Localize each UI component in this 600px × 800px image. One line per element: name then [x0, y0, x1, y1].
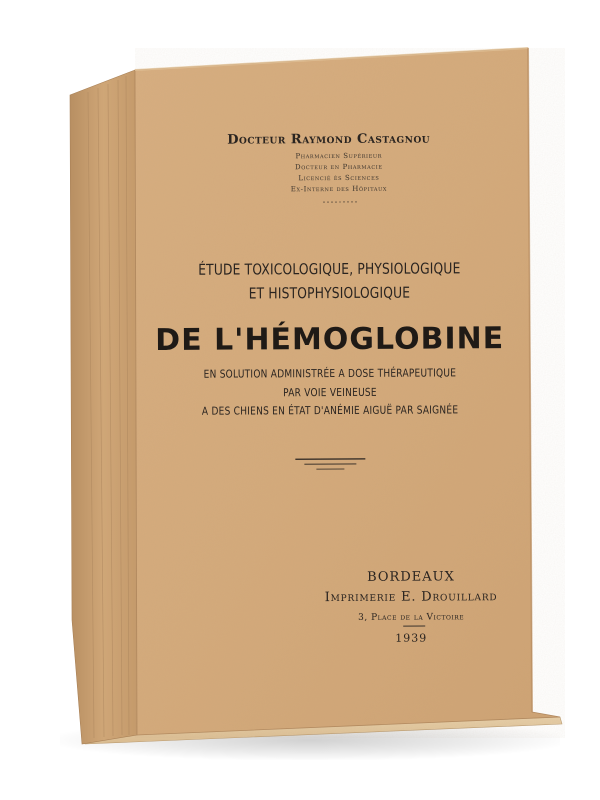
subtitle-line: EN SOLUTION ADMINISTRÉE A DOSE THÉRAPEUTIQUE [203, 366, 457, 381]
cover-text [138, 69, 541, 721]
author-name: Docteur Raymond Castagnou [227, 131, 431, 148]
small-ornament-icon [321, 200, 361, 204]
rule-ornament-icon [290, 455, 370, 473]
printer-name: Imprimerie E. Drouillard [324, 589, 498, 606]
publication-year: 1939 [395, 631, 428, 645]
main-title: DE L'HÉMOGLOBINE [155, 321, 505, 358]
credential-line: Docteur en Pharmacie [294, 162, 383, 172]
credential-line: Pharmacien Supérieur [295, 151, 383, 161]
title-line-2: ET HISTOPHYSIOLOGIQUE [248, 283, 411, 303]
separator-dash [403, 626, 425, 627]
title-line-1: ÉTUDE TOXICOLOGIQUE, PHYSIOLOGIQUE [198, 259, 461, 279]
book-spine [70, 70, 137, 744]
subtitle-line: PAR VOIE VEINEUSE [283, 385, 377, 400]
publisher-city: BORDEAUX [367, 569, 455, 585]
printer-address: 3, Place de la Victoire [358, 612, 465, 623]
subtitle-line: A DES CHIENS EN ÉTAT D'ANÉMIE AIGUË PAR SAIGNÉE [201, 403, 459, 418]
credential-line: Licencié ès Sciences [298, 173, 380, 183]
credential-line: Ex-Interne des Hôpitaux [290, 184, 388, 194]
